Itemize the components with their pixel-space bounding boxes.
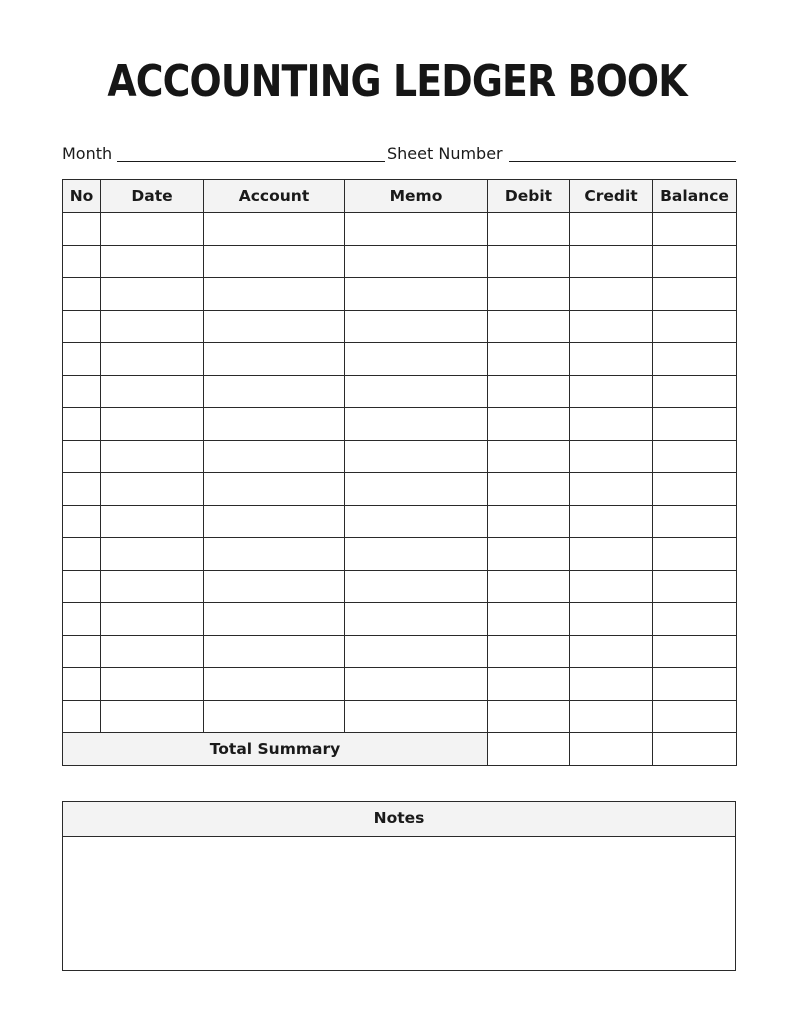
- cell-debit[interactable]: [488, 440, 570, 473]
- cell-date[interactable]: [101, 505, 204, 538]
- cell-no[interactable]: [63, 278, 101, 311]
- cell-credit[interactable]: [570, 603, 653, 636]
- ledger-row: [63, 408, 737, 441]
- cell-memo[interactable]: [345, 343, 488, 376]
- cell-no[interactable]: [63, 603, 101, 636]
- cell-date[interactable]: [101, 245, 204, 278]
- column-header-balance: Balance: [653, 180, 737, 213]
- cell-account[interactable]: [204, 635, 345, 668]
- cell-no[interactable]: [63, 538, 101, 571]
- total-credit-cell[interactable]: [570, 733, 653, 766]
- cell-date[interactable]: [101, 213, 204, 246]
- cell-date[interactable]: [101, 278, 204, 311]
- cell-memo[interactable]: [345, 375, 488, 408]
- ledger-row: [63, 538, 737, 571]
- cell-credit[interactable]: [570, 505, 653, 538]
- cell-memo[interactable]: [345, 408, 488, 441]
- cell-account[interactable]: [204, 570, 345, 603]
- cell-memo[interactable]: [345, 440, 488, 473]
- cell-account[interactable]: [204, 473, 345, 506]
- cell-debit[interactable]: [488, 538, 570, 571]
- cell-debit[interactable]: [488, 668, 570, 701]
- ledger-row: [63, 310, 737, 343]
- total-debit-cell[interactable]: [488, 733, 570, 766]
- cell-no[interactable]: [63, 668, 101, 701]
- cell-no[interactable]: [63, 700, 101, 733]
- cell-no[interactable]: [63, 473, 101, 506]
- cell-date[interactable]: [101, 570, 204, 603]
- cell-debit[interactable]: [488, 278, 570, 311]
- cell-debit[interactable]: [488, 505, 570, 538]
- cell-credit[interactable]: [570, 375, 653, 408]
- notes-area[interactable]: [63, 837, 735, 971]
- cell-debit[interactable]: [488, 700, 570, 733]
- cell-debit[interactable]: [488, 375, 570, 408]
- cell-memo[interactable]: [345, 668, 488, 701]
- cell-date[interactable]: [101, 440, 204, 473]
- cell-date[interactable]: [101, 668, 204, 701]
- cell-credit[interactable]: [570, 440, 653, 473]
- month-label: Month: [62, 144, 113, 163]
- cell-account[interactable]: [204, 440, 345, 473]
- cell-date[interactable]: [101, 635, 204, 668]
- ledger-row: [63, 213, 737, 246]
- ledger-table: [62, 179, 737, 766]
- cell-account[interactable]: [204, 375, 345, 408]
- ledger-row: [63, 278, 737, 311]
- notes-title: Notes: [63, 802, 735, 837]
- cell-date[interactable]: [101, 375, 204, 408]
- column-header-date: Date: [101, 180, 204, 213]
- page-title: ACCOUNTING LEDGER BOOK: [107, 56, 687, 107]
- cell-date[interactable]: [101, 310, 204, 343]
- cell-balance[interactable]: [653, 343, 737, 376]
- cell-credit[interactable]: [570, 310, 653, 343]
- ledger-header-row: [63, 180, 737, 213]
- cell-balance[interactable]: [653, 245, 737, 278]
- column-header-account: Account: [204, 180, 345, 213]
- total-summary-label: Total Summary: [63, 733, 488, 766]
- cell-debit[interactable]: [488, 408, 570, 441]
- cell-memo[interactable]: [345, 700, 488, 733]
- cell-no[interactable]: [63, 343, 101, 376]
- cell-credit[interactable]: [570, 408, 653, 441]
- cell-memo[interactable]: [345, 570, 488, 603]
- cell-balance[interactable]: [653, 538, 737, 571]
- cell-memo[interactable]: [345, 245, 488, 278]
- ledger-row: [63, 440, 737, 473]
- cell-balance[interactable]: [653, 440, 737, 473]
- cell-balance[interactable]: [653, 700, 737, 733]
- cell-date[interactable]: [101, 408, 204, 441]
- cell-no[interactable]: [63, 408, 101, 441]
- cell-balance[interactable]: [653, 310, 737, 343]
- sheet-number-label: Sheet Number: [387, 144, 503, 163]
- cell-credit[interactable]: [570, 473, 653, 506]
- cell-account[interactable]: [204, 700, 345, 733]
- cell-debit[interactable]: [488, 213, 570, 246]
- cell-credit[interactable]: [570, 668, 653, 701]
- month-field[interactable]: [117, 161, 385, 162]
- cell-no[interactable]: [63, 375, 101, 408]
- cell-memo[interactable]: [345, 278, 488, 311]
- cell-balance[interactable]: [653, 278, 737, 311]
- cell-credit[interactable]: [570, 570, 653, 603]
- cell-memo[interactable]: [345, 505, 488, 538]
- cell-memo[interactable]: [345, 213, 488, 246]
- cell-credit[interactable]: [570, 538, 653, 571]
- cell-memo[interactable]: [345, 473, 488, 506]
- cell-account[interactable]: [204, 278, 345, 311]
- ledger-row: [63, 473, 737, 506]
- cell-date[interactable]: [101, 538, 204, 571]
- cell-no[interactable]: [63, 213, 101, 246]
- cell-date[interactable]: [101, 343, 204, 376]
- cell-credit[interactable]: [570, 245, 653, 278]
- cell-account[interactable]: [204, 505, 345, 538]
- ledger-row: [63, 375, 737, 408]
- sheet-number-field[interactable]: [509, 161, 736, 162]
- ledger-row: [63, 603, 737, 636]
- cell-balance[interactable]: [653, 213, 737, 246]
- cell-account[interactable]: [204, 343, 345, 376]
- cell-account[interactable]: [204, 245, 345, 278]
- column-header-no: No: [63, 180, 101, 213]
- cell-account[interactable]: [204, 538, 345, 571]
- cell-balance[interactable]: [653, 635, 737, 668]
- ledger-row: [63, 343, 737, 376]
- cell-balance[interactable]: [653, 375, 737, 408]
- cell-no[interactable]: [63, 310, 101, 343]
- cell-account[interactable]: [204, 408, 345, 441]
- ledger-row: [63, 700, 737, 733]
- cell-no[interactable]: [63, 440, 101, 473]
- cell-balance[interactable]: [653, 408, 737, 441]
- cell-balance[interactable]: [653, 603, 737, 636]
- cell-account[interactable]: [204, 213, 345, 246]
- cell-memo[interactable]: [345, 603, 488, 636]
- cell-credit[interactable]: [570, 213, 653, 246]
- ledger-row: [63, 505, 737, 538]
- cell-memo[interactable]: [345, 310, 488, 343]
- cell-credit[interactable]: [570, 343, 653, 376]
- ledger-row: [63, 668, 737, 701]
- sheet-meta: [62, 144, 736, 166]
- column-header-credit: Credit: [570, 180, 653, 213]
- cell-date[interactable]: [101, 700, 204, 733]
- cell-no[interactable]: [63, 570, 101, 603]
- column-header-memo: Memo: [345, 180, 488, 213]
- total-summary-row: [63, 733, 737, 766]
- cell-debit[interactable]: [488, 343, 570, 376]
- cell-debit[interactable]: [488, 570, 570, 603]
- cell-debit[interactable]: [488, 473, 570, 506]
- total-balance-cell[interactable]: [653, 733, 737, 766]
- cell-balance[interactable]: [653, 505, 737, 538]
- cell-account[interactable]: [204, 668, 345, 701]
- ledger-row: [63, 635, 737, 668]
- cell-debit[interactable]: [488, 635, 570, 668]
- cell-account[interactable]: [204, 310, 345, 343]
- cell-balance[interactable]: [653, 473, 737, 506]
- cell-debit[interactable]: [488, 310, 570, 343]
- cell-credit[interactable]: [570, 278, 653, 311]
- ledger-row: [63, 245, 737, 278]
- cell-balance[interactable]: [653, 668, 737, 701]
- cell-date[interactable]: [101, 473, 204, 506]
- cell-account[interactable]: [204, 603, 345, 636]
- notes-box: [62, 801, 736, 971]
- cell-memo[interactable]: [345, 635, 488, 668]
- cell-no[interactable]: [63, 245, 101, 278]
- cell-memo[interactable]: [345, 538, 488, 571]
- cell-no[interactable]: [63, 505, 101, 538]
- cell-credit[interactable]: [570, 635, 653, 668]
- cell-no[interactable]: [63, 635, 101, 668]
- cell-debit[interactable]: [488, 245, 570, 278]
- cell-date[interactable]: [101, 603, 204, 636]
- ledger-row: [63, 570, 737, 603]
- cell-balance[interactable]: [653, 570, 737, 603]
- column-header-debit: Debit: [488, 180, 570, 213]
- cell-credit[interactable]: [570, 700, 653, 733]
- cell-debit[interactable]: [488, 603, 570, 636]
